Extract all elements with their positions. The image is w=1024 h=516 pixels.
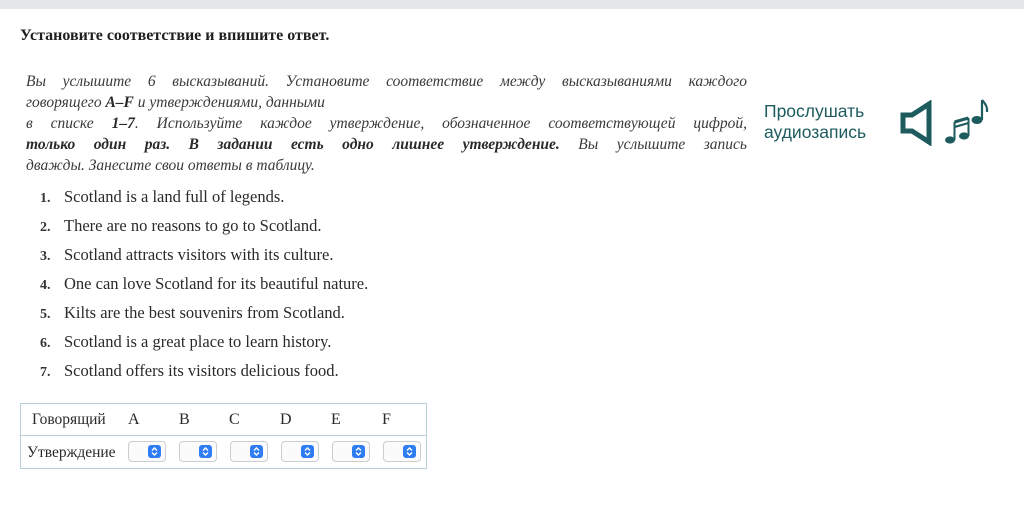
answer-select-f[interactable]: [383, 441, 421, 462]
speaker-icon[interactable]: [900, 100, 940, 146]
answer-select-b[interactable]: [179, 441, 217, 462]
speaker-letter-d: D: [280, 411, 292, 428]
select-arrows-icon: [301, 445, 314, 458]
statement-item: [40, 361, 368, 390]
statement-row-label: Утверждение: [27, 444, 116, 461]
statement-text: One can love Scotland for its beautiful nature.: [64, 274, 369, 293]
music-notes-icon[interactable]: [942, 98, 990, 150]
instruction-line-1: Вы услышите 6 высказываний. Установите соответствие между высказываниями каждого: [26, 73, 747, 90]
select-arrows-icon: [148, 445, 161, 458]
answer-table-header-row: [21, 404, 426, 436]
select-arrows-icon: [352, 445, 365, 458]
select-arrows-icon: [250, 445, 263, 458]
statement-text: There are no reasons to go to Scotland.: [64, 216, 322, 235]
statement-item: [40, 274, 368, 303]
statement-item: [40, 245, 368, 274]
statement-text: Scotland attracts visitors with its culture.: [64, 245, 334, 264]
statement-number: 6.: [40, 336, 51, 351]
statement-item: [40, 187, 368, 216]
statement-item: [40, 332, 368, 361]
select-arrows-icon: [403, 445, 416, 458]
instruction-line-2: говорящего A–F и утверждениями, данными: [26, 94, 325, 111]
speaker-letter-a: A: [128, 411, 140, 428]
play-audio-label-line1: Прослушать: [764, 101, 865, 121]
answer-select-d[interactable]: [281, 441, 319, 462]
speaker-letter-b: B: [179, 411, 190, 428]
audio-player[interactable]: [764, 98, 994, 154]
instruction-line-4: только один раз. В задании есть одно лишнее утверждение. Вы услышите запись: [26, 136, 747, 153]
answer-select-c[interactable]: [230, 441, 268, 462]
statement-text: Scotland offers its visitors delicious food.: [64, 361, 339, 380]
instruction-line-3: в списке 1–7. Используйте каждое утверждение, обозначенное соответствующей цифрой,: [26, 115, 747, 132]
statement-number: 3.: [40, 249, 51, 264]
select-arrows-icon: [199, 445, 212, 458]
statement-text: Kilts are the best souvenirs from Scotland.: [64, 303, 345, 322]
instruction-line-5: дважды. Занесите свои ответы в таблицу.: [26, 157, 315, 174]
answer-select-e[interactable]: [332, 441, 370, 462]
task-instruction: [26, 71, 747, 176]
top-bar: [0, 0, 1024, 9]
task-title: Установите соответствие и впишите ответ.: [20, 27, 330, 44]
statement-text: Scotland is a great place to learn history.: [64, 332, 332, 351]
speaker-letter-c: C: [229, 411, 240, 428]
statement-number: 2.: [40, 220, 51, 235]
play-audio-label-line2: аудиозапись: [764, 122, 867, 142]
answer-table: [20, 403, 427, 469]
statement-item: [40, 303, 368, 332]
answer-select-a[interactable]: [128, 441, 166, 462]
statement-number: 5.: [40, 307, 51, 322]
statements-list: [40, 187, 368, 390]
speaker-letter-f: F: [382, 411, 391, 428]
play-audio-link[interactable]: [764, 101, 866, 143]
speaker-letter-e: E: [331, 411, 341, 428]
statement-text: Scotland is a land full of legends.: [64, 187, 285, 206]
statement-item: [40, 216, 368, 245]
answer-table-answer-row: [21, 436, 426, 468]
speaker-header-label: Говорящий: [32, 411, 106, 428]
statement-number: 4.: [40, 278, 51, 293]
statement-number: 7.: [40, 365, 51, 380]
statement-number: 1.: [40, 191, 51, 206]
